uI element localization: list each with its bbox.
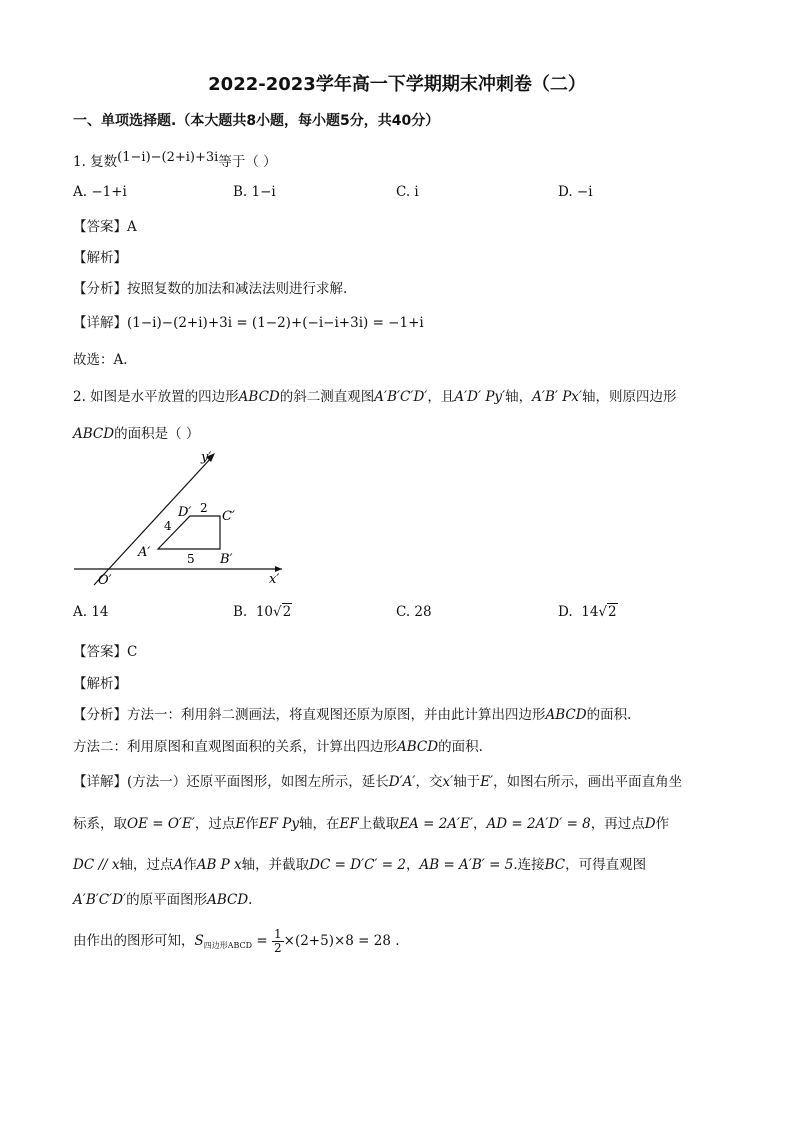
option-letter: B. [233,604,248,620]
detail-math: DC = D′C′ = 2 [309,857,406,873]
question-1-expression: (1−i)−(2+i)+3i [117,150,219,165]
vertex-c-label: C′ [222,509,235,524]
analysis-text: 方法二：利用原图和直观图面积的关系，计算出四边形 [73,739,397,755]
detail-text: ，再过点 [590,816,645,832]
question-2-analysis-line-1 [73,703,631,723]
question-2-option-c: C. 28 [396,604,432,620]
question-1-option-a: A. −1+i [73,184,127,200]
question-2-option-d [558,604,618,620]
length-ad-label: 4 [164,519,172,533]
question-1-option-b: B. 1−i [233,184,276,200]
section-heading: 一、单项选择题.（本大题共8小题，每小题5分，共40分） [73,113,440,129]
detail-math: A′B′C′D′ [73,892,127,908]
detail-expression: (1−i)−(2+i)+3i = (1−2)+(−i−i+3i) = −1+i [127,315,424,331]
question-1-answer: 【答案】A [73,219,137,235]
detail-math: D′A′ [388,774,416,790]
question-1-analysis: 【分析】按照复数的加法和减法法则进行求解. [73,281,348,297]
question-1-conclusion: 故选：A. [73,352,128,368]
detail-text: ，过点 [194,816,236,832]
question-1-option-d: D. −i [558,184,593,200]
length-ab-label: 5 [187,552,195,566]
x-axis-label: x′ [269,572,280,587]
detail-math: AB P x [196,857,242,873]
stem-text: 的斜二测直观图 [279,389,375,405]
question-2-final-result [73,928,400,955]
detail-text: ，如图右所示，画出平面直角坐 [493,774,683,790]
detail-math: D [644,816,656,832]
detail-math: EA = 2A′E′ [399,816,474,832]
area-subscript: 四边形ABCD [203,941,253,950]
origin-label: O′ [98,573,112,588]
oblique-projection-figure [70,445,300,595]
analysis-text: 【分析】方法一：利用斜二测画法，将直观图还原为原图，并由此计算出四边形 [73,707,546,723]
stem-text: 的面积是（ ） [114,426,200,442]
page-title: 2022-2023学年高一下学期期末冲刺卷（二） [208,74,586,95]
detail-text: 作 [655,816,670,832]
detail-text: 轴，并截取 [241,857,310,873]
detail-label: 【详解】 [73,315,127,331]
detail-text: .连接 [513,857,545,873]
question-2-detail-line-1 [73,770,682,790]
analysis-math: ABCD [545,707,587,723]
detail-text: 作 [183,857,197,873]
vertex-d-label: D′ [178,505,192,520]
question-1-tail: 等于（ ） [218,154,277,170]
detail-text: 标系，取 [73,816,127,832]
sqrt-sign: √ [273,604,282,620]
equals-sign: = [252,933,272,949]
detail-math: E′ [480,774,494,790]
detail-text: ， [405,857,420,873]
area-symbol: S [194,933,204,949]
detail-math: OE = O′E′ [127,816,195,832]
analysis-text: 的面积. [586,707,632,723]
option-radicand: 2 [608,604,617,620]
stem-math: ABCD [238,389,280,405]
detail-text: 轴，过点 [119,857,174,873]
detail-math: E [235,816,246,832]
sqrt-sign: √ [598,604,608,620]
y-axis-label: y′ [201,450,212,465]
question-2-analysis-heading: 【解析】 [73,676,127,692]
one-half-fraction [272,928,284,955]
detail-math: A [173,857,184,873]
detail-math: AB = A′B′ = 5 [419,857,514,873]
stem-text: ，且 [427,389,455,405]
vertex-a-label: A′ [138,545,151,560]
stem-math: ABCD [73,426,115,442]
final-expression: ×(2+5)×8 = 28 . [283,933,400,949]
vertex-b-label: B′ [220,552,233,567]
question-2-stem-line-1 [73,385,676,405]
stem-text: 轴， [505,389,533,405]
detail-math: x′ [442,774,454,790]
length-dc-label: 2 [200,501,208,515]
question-2-detail-line-4 [73,888,252,908]
question-2-stem-line-2 [73,422,199,442]
option-coefficient: 14 [581,604,599,620]
detail-math: DC // x [73,857,120,873]
question-1-number: 1. 复数 [73,154,118,170]
analysis-math: ABCD [397,739,439,755]
detail-text: 作 [245,816,259,832]
question-1-detail [73,311,424,331]
detail-text: 轴于 [453,774,481,790]
question-1-stem [73,150,277,170]
fraction-numerator: 1 [274,927,282,941]
option-letter: D. [558,604,573,620]
detail-text: 【详解】(方法一）还原平面图形，如图左所示，延长 [73,774,389,790]
question-2-answer: 【答案】C [73,644,138,660]
option-coefficient: 10 [255,604,273,620]
detail-text: 轴，在 [298,816,340,832]
stem-math: A′B′C′D′ [374,389,428,405]
detail-text: ，交 [415,774,443,790]
stem-math: A′D′ Py′ [454,389,506,405]
question-2-detail-line-3 [73,853,646,873]
stem-text: 2. 如图是水平放置的四边形 [73,389,239,405]
stem-math: A′B′ Px′ [532,389,582,405]
detail-math: EF [339,816,359,832]
question-1-option-c: C. i [396,184,419,200]
question-2-detail-line-2 [73,812,669,832]
stem-text: 轴，则原四边形 [581,389,677,405]
analysis-text: 的面积. [438,739,483,755]
detail-math: EF Py [258,816,299,832]
question-2-analysis-line-2 [73,735,483,755]
question-1-analysis-heading: 【解析】 [73,250,127,266]
option-radicand: 2 [282,604,292,620]
detail-math: AD = 2A′D′ = 8 [486,816,591,832]
detail-text: 上截取 [358,816,400,832]
detail-text: . [248,892,253,908]
final-text: 由作出的图形可知， [73,933,195,949]
question-2-option-a: A. 14 [73,604,109,620]
question-2-option-b [233,604,292,620]
detail-math: BC [544,857,566,873]
detail-text: ，可得直观图 [565,857,647,873]
detail-text: ， [473,816,487,832]
detail-text: 的原平面图形 [126,892,208,908]
detail-math: ABCD [207,892,249,908]
fraction-denominator: 2 [274,941,282,955]
